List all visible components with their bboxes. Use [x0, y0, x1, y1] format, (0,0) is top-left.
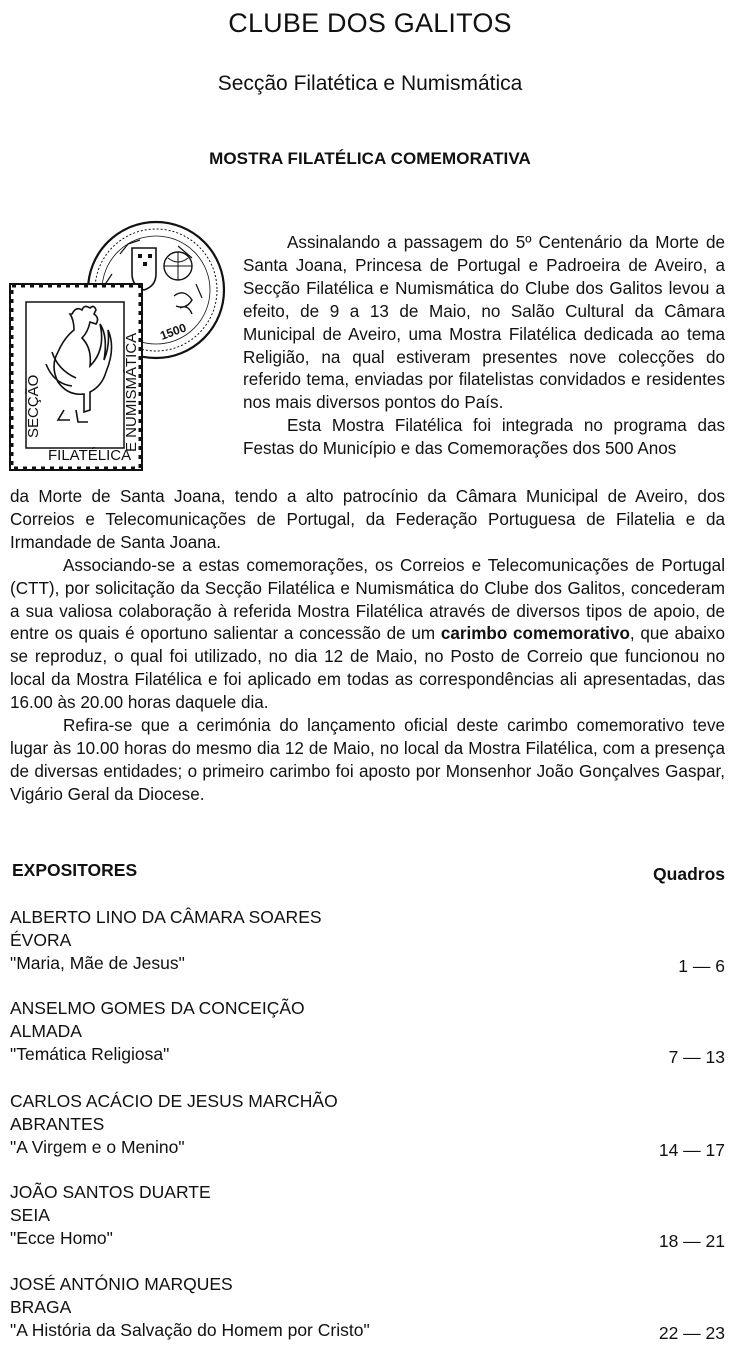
exhibitor-entry [10, 997, 725, 1066]
exhibit-title: "Temática Religiosa" [10, 1044, 170, 1064]
exhibitor-city: ALMADA [10, 1021, 82, 1041]
stamp-text-bottom: FILATÉLICA [48, 447, 132, 464]
exhibitor-name: ALBERTO LINO DA CÂMARA SOARES [10, 907, 322, 927]
paragraph-3-b: , que abaixo se reproduz, o qual foi utilizado, no dia 12 de Maio, no Posto de Correio que funcionou no local da Mostra Filatélica e foi aplicado em todas as correspondências ali apresentadas, das 16.00 às 20.00 horas daquele dia. [10, 624, 725, 713]
paragraph-3 [10, 555, 725, 715]
exhibitor-entry [10, 1090, 725, 1159]
paragraph-2-start: Esta Mostra Filatélica foi integrada no programa das Festas do Município e das Comemorações dos 500 Anos [243, 416, 725, 459]
article-body [10, 486, 725, 807]
paragraph-1: Assinalando a passagem do 5º Centenário da Morte de Santa Joana, Princesa de Portugal e Padroeira de Aveiro, a Secção Filatélica e Numismática do Clube dos Galitos levou a efeito, de 9 a 13 de Maio, no Salão Cultural da Câmara Municipal de Aveiro, uma Mostra Filatélica dedicada ao tema Religião, na qual estiveram presentes nove colecções do referido tema, enviadas por filatelistas convidados e residentes nos mais diversos pontos do País. [243, 233, 725, 413]
stamp-icon [10, 284, 142, 470]
exhibitor-name: JOÃO SANTOS DUARTE [10, 1182, 211, 1202]
article-intro [243, 232, 725, 461]
stamp-text-left: SECÇÃO [25, 374, 42, 438]
paragraph-3-bold: carimbo comemorativo [440, 624, 630, 644]
exhibitor-entry [10, 906, 725, 975]
exhibit-frames: 14 — 17 [658, 1140, 725, 1160]
paragraph-4: Refira-se que a cerimónia do lançamento oficial deste carimbo comemorativo teve lugar às 10.00 horas do mesmo dia 12 de Maio, no local da Mostra Filatélica, com a presença de diversas entidades; o primeiro carimbo foi aposto por Monsenhor João Gonçalves Gaspar, Vigário Geral da Diocese. [10, 716, 725, 804]
section-title: Secção Filatética e Numismática [217, 72, 523, 95]
exhibit-title: "A História da Salvação do Homem por Cristo" [10, 1320, 370, 1340]
exhibitor-entry [10, 1273, 725, 1342]
exhibit-frames: 18 — 21 [658, 1231, 725, 1251]
exhibitor-name: ANSELMO GOMES DA CONCEIÇÃO [10, 998, 305, 1018]
exhibitor-city: SEIA [10, 1205, 50, 1225]
coin-year: 1500 [158, 320, 189, 343]
club-stamp-logo [8, 214, 228, 474]
exhibit-frames: 22 — 23 [658, 1323, 725, 1343]
stamp-text-right: E NUMISMÁTICA [123, 332, 140, 452]
exhibitor-city: BRAGA [10, 1297, 72, 1317]
club-title: CLUBE DOS GALITOS [228, 8, 512, 38]
exhibit-title: "Ecce Homo" [10, 1228, 113, 1248]
paragraph-3-a: Associando-se a estas comemorações, os Correios e Telecomunicações de Portugal (CTT), por solicitação da Secção Filatélica e Numismática do Clube dos Galitos, concederam a sua valiosa colaboração à referida Mostra Filatélica através de diversos tipos de apoio, de entre os quais é oportuno salientar a concessão de um [10, 555, 725, 644]
event-title: MOSTRA FILATÉLICA COMEMORATIVA [209, 149, 531, 168]
exhibitor-city: ÉVORA [10, 930, 72, 950]
exhibit-title: "Maria, Mãe de Jesus" [10, 953, 185, 973]
exhibitor-entry [10, 1181, 725, 1250]
exhibitors-heading: EXPOSITORES [12, 860, 138, 880]
exhibitor-city: ABRANTES [10, 1114, 105, 1134]
exhibit-frames: 1 — 6 [678, 956, 725, 976]
frames-heading: Quadros [653, 864, 725, 884]
exhibitor-name: JOSÉ ANTÓNIO MARQUES [10, 1274, 233, 1294]
paragraph-2-end: da Morte de Santa Joana, tendo a alto patrocínio da Câmara Municipal de Aveiro, dos Correios e Telecomunicações de Portugal, da Federação Portuguesa de Filatelia e da Irmandade de Santa Joana. [10, 487, 725, 552]
exhibit-title: "A Virgem e o Menino" [10, 1137, 185, 1157]
exhibitor-name: CARLOS ACÁCIO DE JESUS MARCHÃO [10, 1091, 338, 1111]
exhibit-frames: 7 — 13 [668, 1047, 725, 1067]
